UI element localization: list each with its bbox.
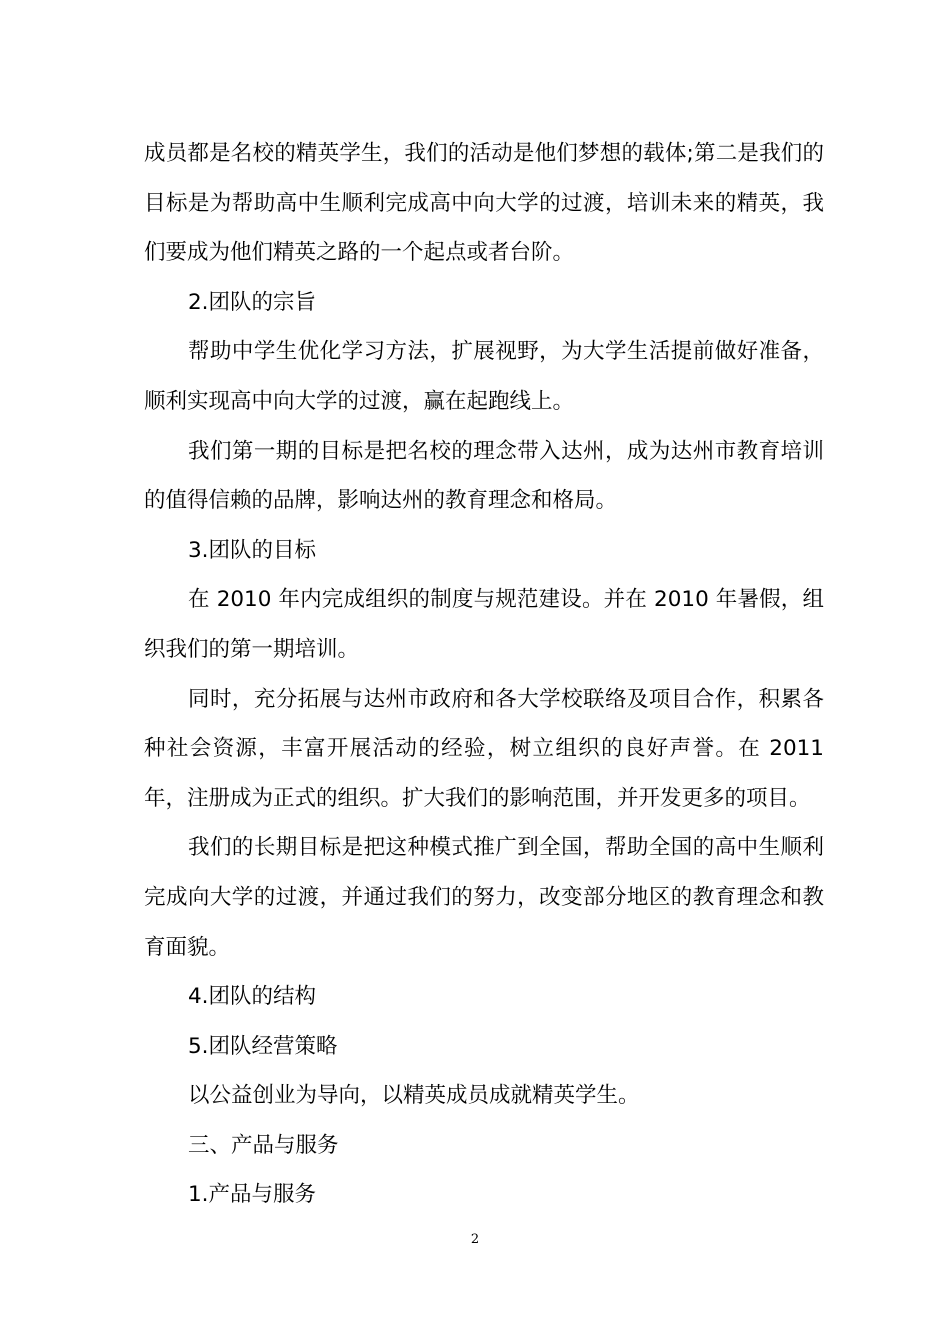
section-heading-team-purpose: 2.团队的宗旨: [188, 289, 317, 315]
section-heading-team-structure: 4.团队的结构: [188, 984, 317, 1010]
chapter-heading-products-services: 三、产品与服务: [188, 1132, 339, 1158]
paragraph-purpose: 帮助中学生优化学习方法，扩展视野，为大学生活提前做好准备，顺利实现高中向大学的过渡，赢在起跑线上。: [144, 339, 824, 414]
section-heading-products-services: 1.产品与服务: [188, 1182, 317, 1208]
section-heading-team-goals: 3.团队的目标: [188, 537, 317, 563]
paragraph-long-term-goal: 我们的长期目标是把这种模式推广到全国，帮助全国的高中生顺利完成向大学的过渡，并通过我们的努力，改变部分地区的教育理念和教育面貌。: [144, 835, 824, 960]
paragraph-continuation: 成员都是名校的精英学生，我们的活动是他们梦想的载体;第二是我们的目标是为帮助高中生顺利完成高中向大学的过渡，培训未来的精英，我们要成为他们精英之路的一个起点或者台阶。: [144, 141, 824, 266]
paragraph-strategy: 以公益创业为导向，以精英成员成就精英学生。: [188, 1083, 640, 1109]
paragraph-expansion: 同时，充分拓展与达州市政府和各大学校联络及项目合作，积累各种社会资源，丰富开展活动的经验，树立组织的良好声誉。在 2011 年，注册成为正式的组织。扩大我们的影响范围，并开发更多的项目。: [144, 686, 824, 811]
document-body: [144, 129, 824, 1220]
paragraph-first-phase-goal: 我们第一期的目标是把名校的理念带入达州，成为达州市教育培训的值得信赖的品牌，影响达州的教育理念和格局。: [144, 438, 824, 514]
section-heading-business-strategy: 5.团队经营策略: [188, 1033, 338, 1059]
paragraph-2010-plan: 在 2010 年内完成组织的制度与规范建设。并在 2010 年暑假，组织我们的第一期培训。: [144, 587, 824, 662]
page-number: 2: [470, 1232, 480, 1247]
